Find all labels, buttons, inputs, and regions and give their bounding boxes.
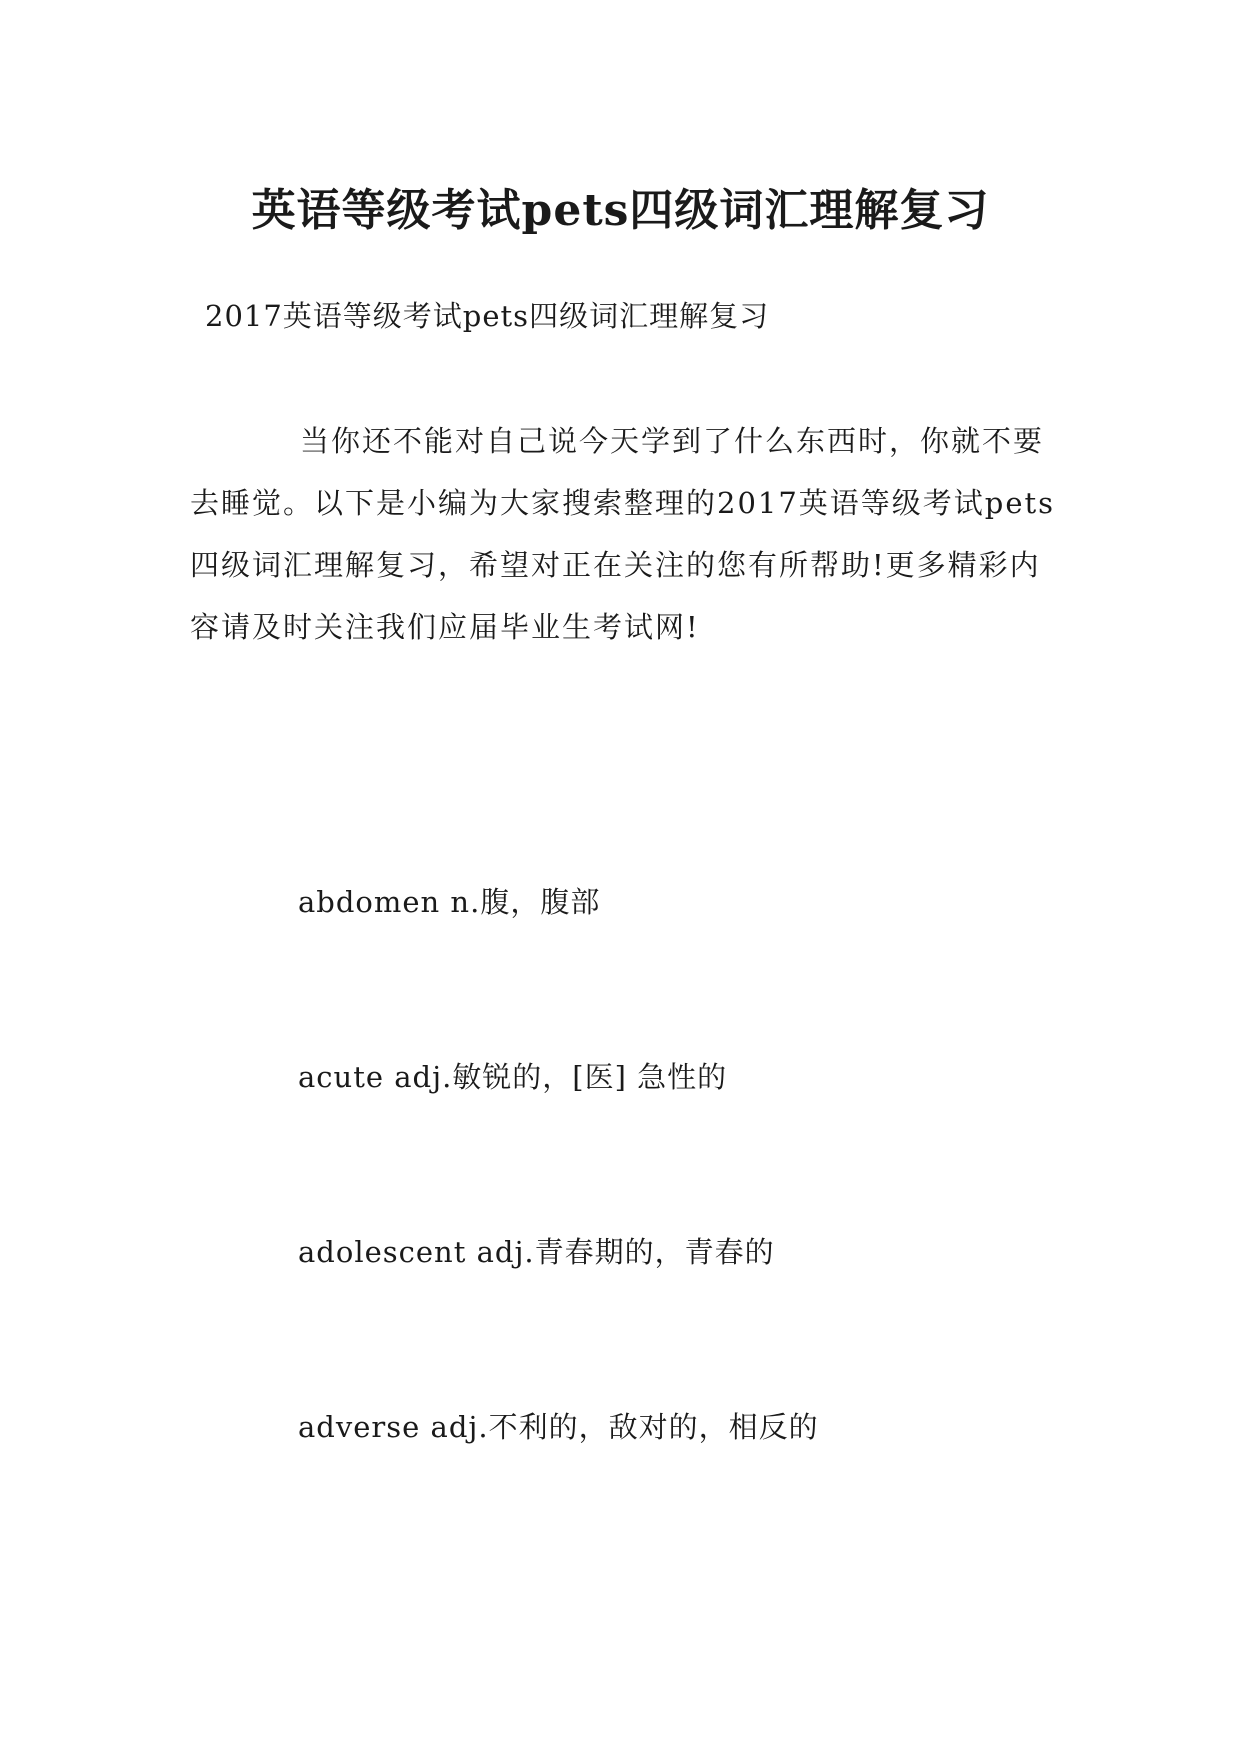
vocab-entry-adolescent: adolescent adj.青春期的，青春的 bbox=[298, 1235, 775, 1269]
vocab-entry-acute: acute adj.敏锐的，[医] 急性的 bbox=[298, 1060, 728, 1094]
intro-paragraph: 当你还不能对自己说今天学到了什么东西时，你就不要去睡觉。以下是小编为大家搜索整理的2017英语等级考试pets四级词汇理解复习，希望对正在关注的您有所帮助!更多精彩内容请及时关注我们应届毕业生考试网! bbox=[190, 424, 1056, 644]
document-title: 英语等级考试pets四级词汇理解复习 bbox=[251, 185, 990, 237]
document-subtitle: 2017英语等级考试pets四级词汇理解复习 bbox=[205, 299, 770, 333]
vocab-entry-abdomen: abdomen n.腹，腹部 bbox=[298, 885, 601, 919]
vocab-entry-adverse: adverse adj.不利的，敌对的，相反的 bbox=[298, 1410, 819, 1444]
